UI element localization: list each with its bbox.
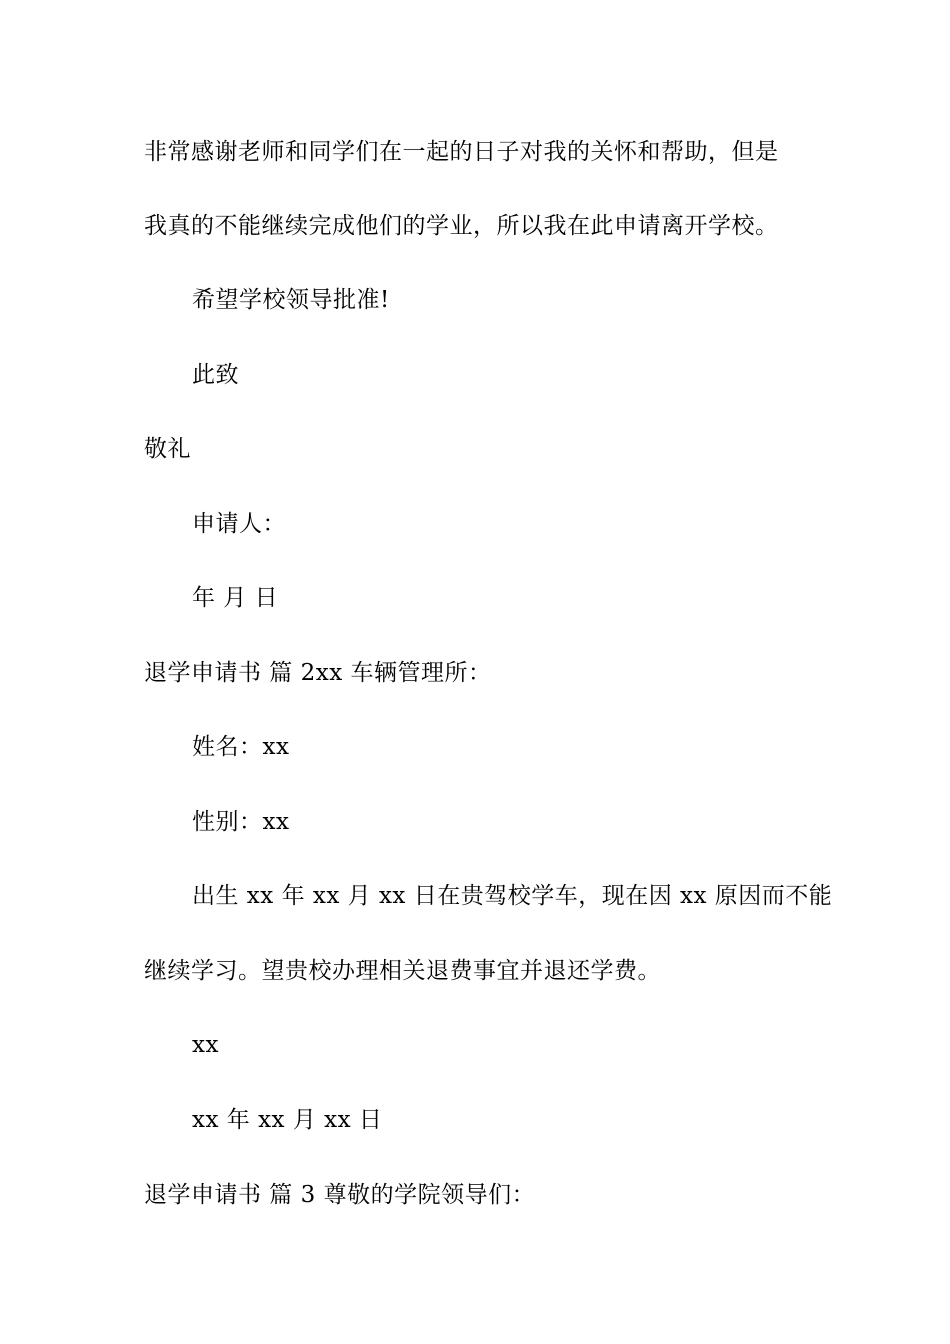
paragraph-line: 非常感谢老师和同学们在一起的日子对我的关怀和帮助，但是 — [144, 139, 779, 165]
section-heading: 退学申请书 篇 2xx 车辆管理所： — [144, 660, 492, 686]
paragraph-line: 继续学习。望贵校办理相关退费事宜并退还学费。 — [144, 958, 661, 984]
signature-applicant: 申请人： — [192, 511, 286, 537]
closing-line: 此致 — [192, 362, 239, 388]
field-gender: 性别：xx — [192, 809, 290, 835]
signature-date: 年 月 日 — [192, 585, 279, 611]
paragraph-line: 希望学校领导批准! — [192, 287, 390, 313]
field-name: 姓名：xx — [192, 734, 290, 760]
signature-name: xx — [192, 1032, 219, 1058]
section-heading: 退学申请书 篇 3 尊敬的学院领导们： — [144, 1182, 536, 1208]
signature-date: xx 年 xx 月 xx 日 — [192, 1107, 383, 1133]
closing-salutation: 敬礼 — [144, 436, 191, 462]
paragraph-line: 我真的不能继续完成他们的学业，所以我在此申请离开学校。 — [144, 213, 779, 239]
paragraph-line: 出生 xx 年 xx 月 xx 日在贵驾校学车，现在因 xx 原因而不能 — [192, 883, 833, 909]
